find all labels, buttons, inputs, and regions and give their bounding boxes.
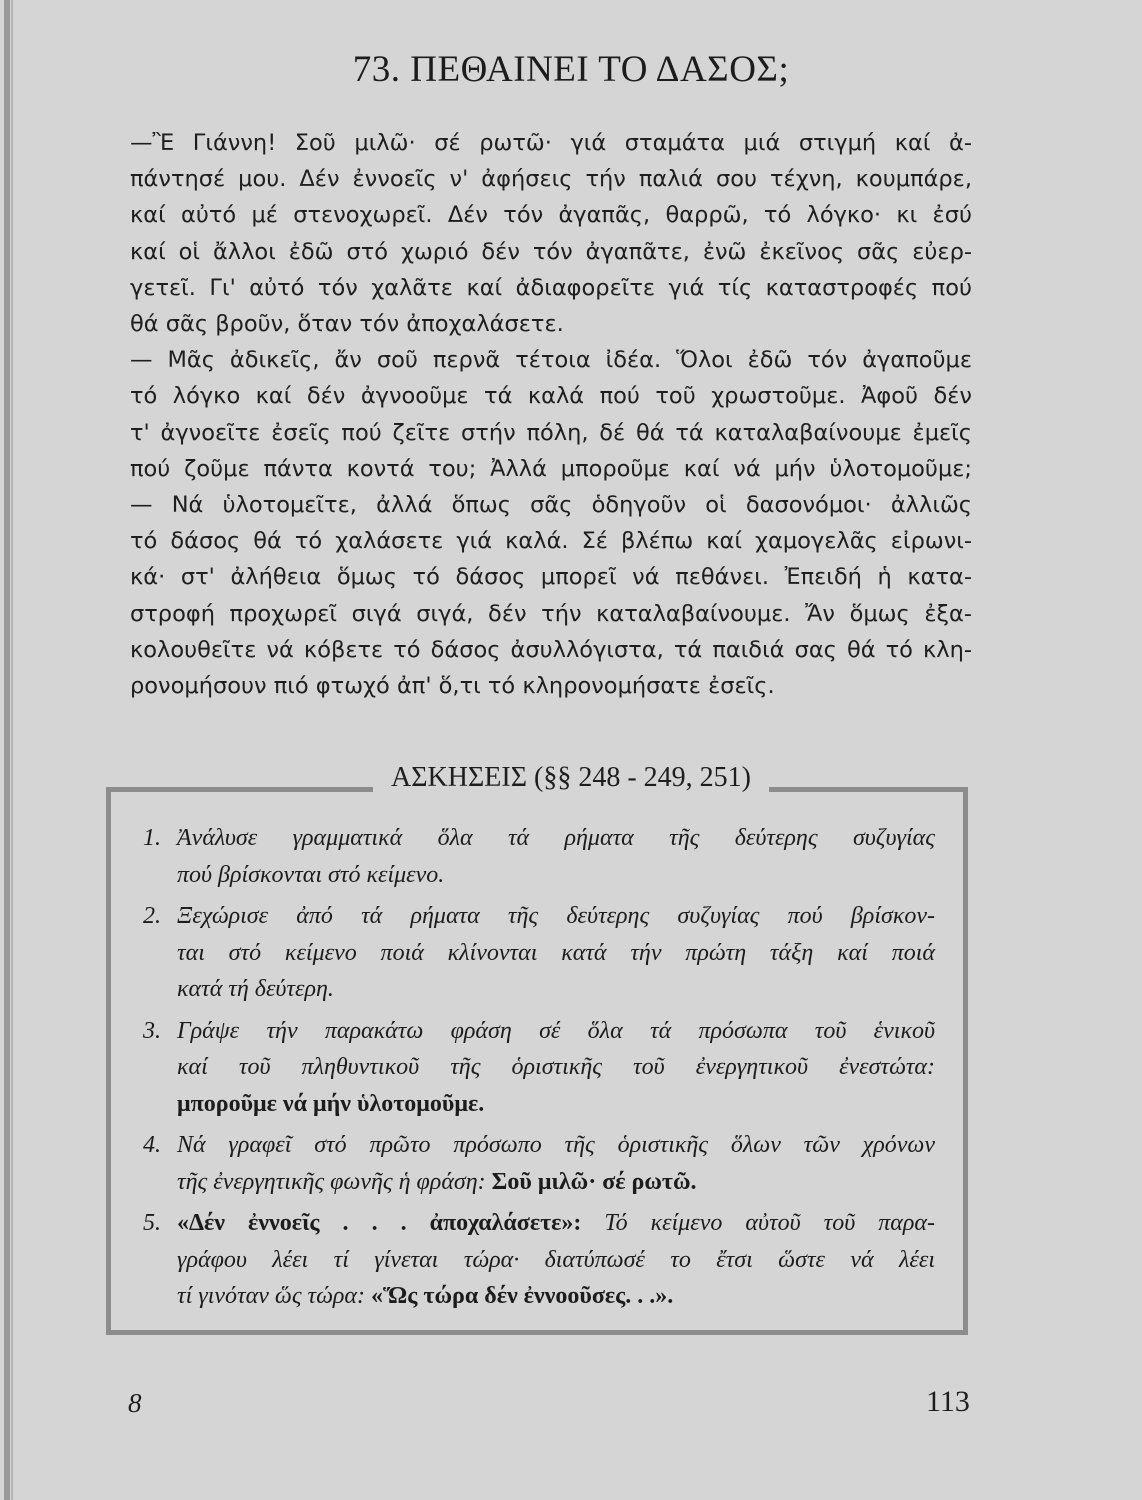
- exercise-text: πού βρίσκονται στό κείμενο.: [177, 861, 445, 888]
- text-line: κά· στ' ἀλήθεια ὅμως τό δάσος μπορεῖ νά πεθάνει. Ἐπειδή ἡ κατα-: [130, 564, 972, 591]
- text-line: στροφή προχωρεῖ σιγά σιγά, δέν τήν καταλαβαίνουμε. Ἄν ὅμως ἐξα-: [130, 600, 972, 627]
- exercise-text: Νά γραφεῖ στό πρῶτο πρόσωπο τῆς ὁριστικῆς ὅλων τῶν χρόνων: [177, 1132, 935, 1158]
- exercise-text: καί τοῦ πληθυντικοῦ τῆς ὁριστικῆς τοῦ ἐνεργητικοῦ ἐνεστώτα:: [177, 1054, 935, 1080]
- text-line: ρονομήσουν πιό φτωχό ἀπ' ὅ,τι τό κληρονομήσατε ἐσεῖς.: [130, 673, 775, 700]
- text-line: κολουθεῖτε νά κόβετε τό δάσος ἀσυλλόγιστα, τά παιδιά σας θά τό κλη-: [130, 636, 972, 663]
- exercise-text: ται στό κείμενο ποιά κλίνονται κατά τήν πρώτη τάξη καί ποιά: [177, 939, 935, 966]
- exercise-text: Γράψε τήν παρακάτω φράση σέ ὅλα τά πρόσωπα τοῦ ἑνικοῦ: [177, 1017, 935, 1044]
- text-line: πάντησέ μου. Δέν ἐννοεῖς ν' ἀφήσεις τήν παλιά σου τέχνη, κουμπάρε,: [130, 166, 972, 193]
- exercise-item: [143, 1205, 935, 1315]
- exercise-bold-phrase: μποροῦμε νά μήν ὑλοτομοῦμε.: [177, 1090, 485, 1117]
- page-edge-line: [4, 0, 10, 1500]
- signature-mark: 8: [128, 1388, 142, 1418]
- page-edge-line: [11, 0, 13, 1500]
- exercise-text: Τό κείμενο αὐτοῦ τοῦ παρα-: [581, 1210, 935, 1236]
- exercise-item: [143, 820, 935, 893]
- text-line: γετεῖ. Γι' αὐτό τόν χαλᾶτε καί ἀδιαφορεῖτε γιά τίς καταστροφές πού: [130, 274, 972, 301]
- exercise-item: [143, 898, 935, 1008]
- body-text: [130, 125, 972, 704]
- text-line: πού ζοῦμε πάντα κοντά του; Ἀλλά μποροῦμε καί νά μήν ὑλοτομοῦμε;: [130, 455, 972, 482]
- exercise-item: [143, 1127, 935, 1200]
- exercise-number: 2.: [143, 903, 161, 929]
- text-line: — Μᾶς ἀδικεῖς, ἄν σοῦ περνᾶ τέτοια ἰδέα. Ὅλοι ἐδῶ τόν ἀγαποῦμε: [130, 347, 972, 374]
- exercise-text: γράφου λέει τί γίνεται τώρα· διατύπωσέ το ἔτσι ὥστε νά λέει: [177, 1246, 935, 1273]
- text-line: θά σᾶς βροῦν, ὅταν τόν ἀποχαλάσετε.: [130, 311, 564, 338]
- exercise-bold-phrase: Σοῦ μιλῶ· σέ ρωτῶ.: [491, 1168, 697, 1195]
- exercise-text: τῆς ἐνεργητικῆς φωνῆς ἡ φράση:: [177, 1168, 492, 1195]
- text-line: —Ἒ Γιάννη! Σοῦ μιλῶ· σέ ρωτῶ· γιά σταμάτα μιά στιγμή καί ἀ-: [130, 130, 972, 156]
- exercise-number: 1.: [143, 825, 161, 851]
- exercise-text: τί γινόταν ὥς τώρα:: [177, 1283, 372, 1309]
- text-line: τό λόγκο καί δέν ἀγνοοῦμε τά καλά πού τοῦ χρωστοῦμε. Ἀφοῦ δέν: [130, 383, 972, 410]
- text-line: — Νά ὑλοτομεῖτε, ἀλλά ὅπως σᾶς ὁδηγοῦν οἱ δασονόμοι· ἀλλιῶς: [130, 492, 972, 519]
- text-line: τ' ἀγνοεῖτε ἐσεῖς πού ζεῖτε στήν πόλη, δέ θά τά καταλαβαίνουμε ἐμεῖς: [130, 419, 972, 446]
- exercises-heading: [0, 762, 1142, 794]
- exercise-number: 3.: [143, 1017, 161, 1044]
- text-line: καί οἱ ἄλλοι ἐδῶ στό χωριό δέν τόν ἀγαπᾶτε, ἐνῶ ἐκεῖνος σᾶς εὐερ-: [130, 238, 972, 265]
- text-line: τό δάσος θά τό χαλάσετε γιά καλά. Σέ βλέπω καί χαμογελᾶς εἰρωνι-: [130, 528, 972, 555]
- page-title: 73. ΠΕΘΑΙΝΕΙ ΤΟ ΔΑΣΟΣ;: [352, 49, 790, 90]
- exercise-text: Ξεχώρισε ἀπό τά ρήματα τῆς δεύτερης συζυγίας πού βρίσκον-: [177, 903, 935, 929]
- exercise-text: κατά τή δεύτερη.: [177, 976, 334, 1002]
- exercises-heading-text: ΑΣΚΗΣΕΙΣ (§§ 248 - 249, 251): [373, 762, 769, 793]
- exercise-text: Ἀνάλυσε γραμματικά ὅλα τά ρήματα τῆς δεύτερης συζυγίας: [177, 825, 935, 851]
- exercise-number: 4.: [143, 1132, 161, 1158]
- exercises-list: [143, 820, 935, 1320]
- exercise-number: 5.: [143, 1210, 161, 1236]
- page-number: 113: [926, 1385, 970, 1418]
- exercise-item: [143, 1013, 935, 1123]
- text-line: καί αὐτό μέ στενοχωρεῖ. Δέν τόν ἀγαπᾶς, θαρρῶ, τό λόγκο· κι ἐσύ: [130, 202, 972, 229]
- exercise-bold-phrase: «Ὥς τώρα δέν ἐννοοῦσες. . .».: [371, 1283, 674, 1309]
- exercise-bold-phrase: «Δέν ἐννοεῖς . . . ἀποχαλάσετε»:: [177, 1210, 582, 1236]
